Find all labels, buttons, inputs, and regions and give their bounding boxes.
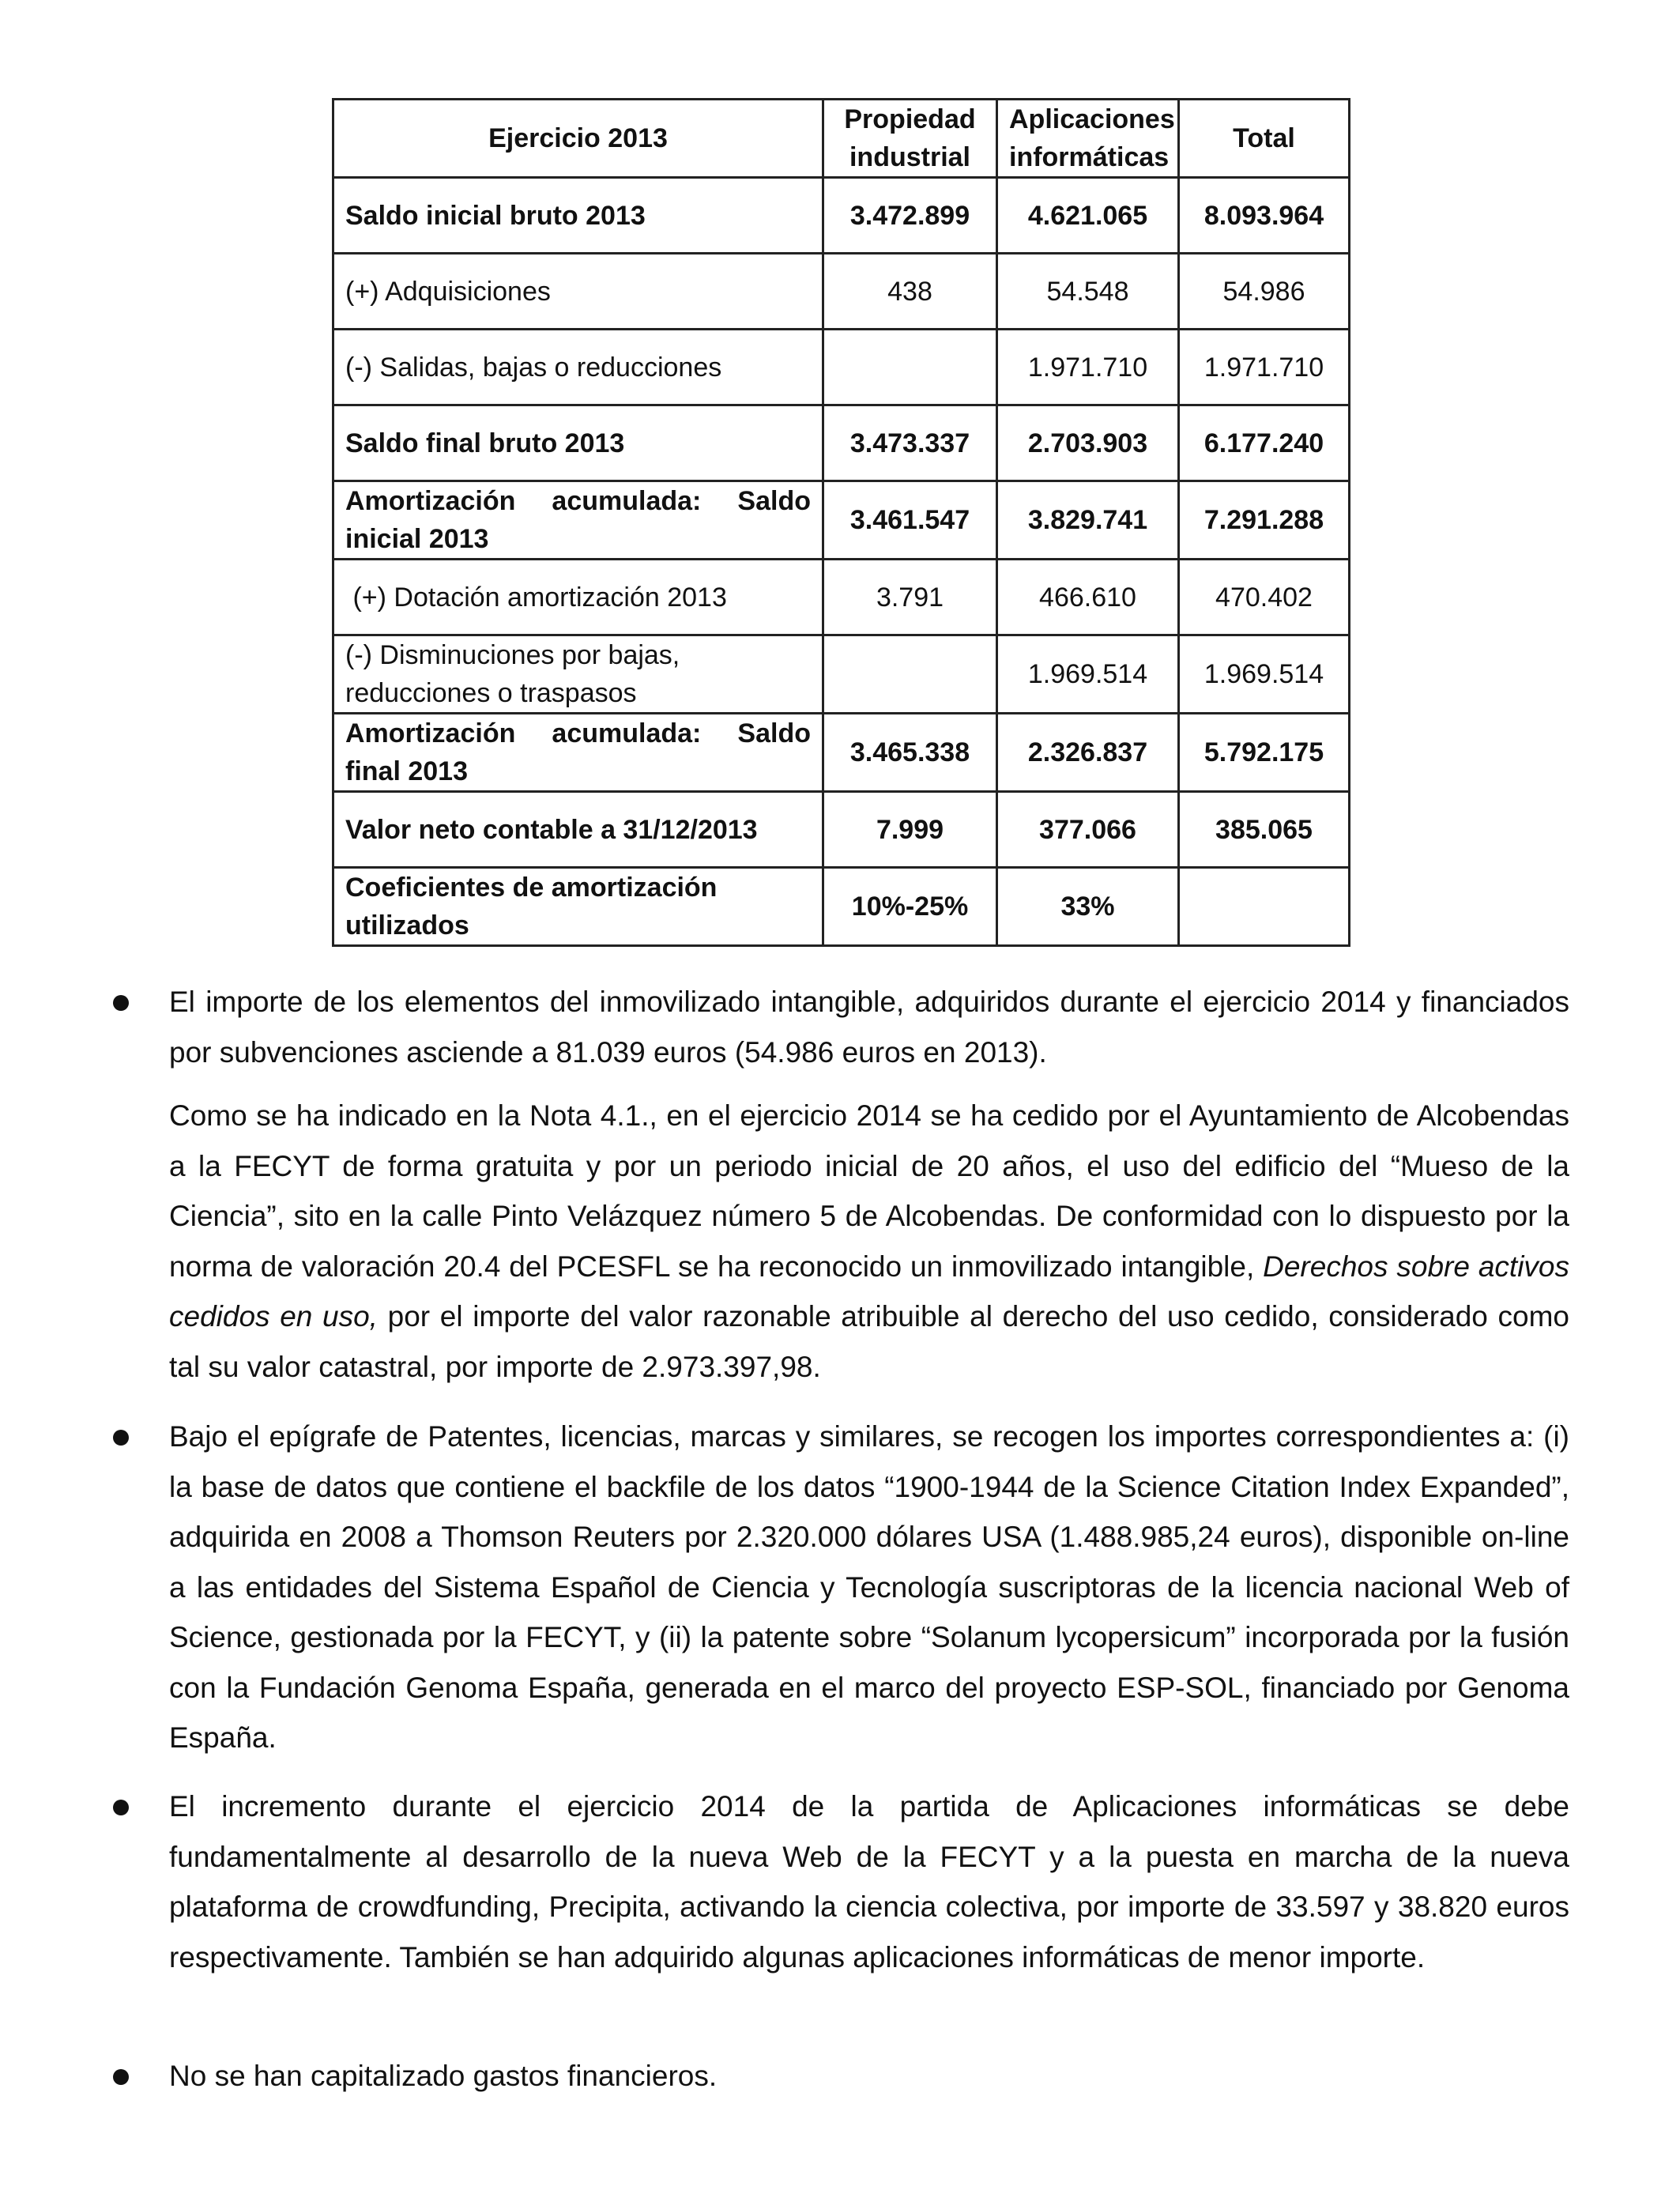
table-row	[333, 714, 1350, 792]
cell-aplicaciones: 3.829.741	[997, 481, 1179, 560]
cell-propiedad: 3.472.899	[823, 178, 997, 254]
header-propiedad-industrial	[823, 100, 997, 178]
cell-propiedad: 3.791	[823, 560, 997, 635]
cell-propiedad: 7.999	[823, 792, 997, 868]
row-label	[333, 635, 823, 714]
table-row	[333, 868, 1350, 946]
cell-total: 6.177.240	[1179, 405, 1350, 481]
paragraph-museo-text-b: por el importe del valor razonable atribuible al derecho del uso cedido, considerado como tal su valor catastral, por importe de 2.973.397,98.	[169, 1300, 1569, 1383]
paragraph-gastos-financieros: No se han capitalizado gastos financieros.	[169, 2060, 718, 2092]
cell-aplicaciones: 2.326.837	[997, 714, 1179, 792]
header-total: Total	[1179, 100, 1350, 178]
cell-total: 385.065	[1179, 792, 1350, 868]
row-label-line1: Amortización acumulada: Saldo	[345, 718, 811, 748]
table-row	[333, 254, 1350, 330]
paragraph-museo-text-a: Como se ha indicado en la Nota 4.1., en el ejercicio 2014 se ha cedido por el Ayuntamiento de Alcobendas a la FECYT de forma gratuita y por un periodo inicial de 20 años, el uso del edificio del “Mueso de la Ciencia”, sito en la calle Pinto Velázquez número 5 de Alcobendas. De conformidad con lo dispuesto por la norma de valoración 20.4 del PCESFL se ha reconocido un inmovilizado intangible,	[169, 1099, 1569, 1283]
row-label-line2: inicial 2013	[345, 524, 489, 554]
row-label	[333, 714, 823, 792]
row-label-line2: reducciones o traspasos	[345, 678, 637, 708]
cell-aplicaciones: 33%	[997, 868, 1179, 946]
bullet-icon	[113, 995, 129, 1011]
cell-total: 1.969.514	[1179, 635, 1350, 714]
cell-aplicaciones: 377.066	[997, 792, 1179, 868]
table-row	[333, 792, 1350, 868]
row-label: Saldo inicial bruto 2013	[333, 178, 823, 254]
header-ejercicio: Ejercicio 2013	[333, 100, 823, 178]
table-row	[333, 178, 1350, 254]
cell-total: 1.971.710	[1179, 330, 1350, 405]
row-label: (+) Dotación amortización 2013	[333, 560, 823, 635]
paragraph-patentes: Bajo el epígrafe de Patentes, licencias, marcas y similares, se recogen los importes correspondientes a: (i) la base de datos que contiene el backfile de los datos “1900-1944 de la Science Citation Index Expanded”, adquirida en 2008 a Thomson Reuters por 2.320.000 dólares USA (1.488.985,24 euros), disponible on-line a las entidades del Sistema Español de Ciencia y Tecnología suscriptoras de la licencia nacional Web of Science, gestionada por la FECYT, y (ii) la patente sobre “Solanum lycopersicum” incorporada por la fusión con la Fundación Genoma España, generada en el marco del proyecto ESP-SOL, financiado por Genoma España.	[169, 1420, 1569, 1754]
table-row	[333, 635, 1350, 714]
cell-aplicaciones: 1.971.710	[997, 330, 1179, 405]
cell-propiedad	[823, 635, 997, 714]
cell-propiedad: 10%-25%	[823, 868, 997, 946]
paragraph-museo-ciencia	[169, 1091, 1569, 1392]
cell-total: 5.792.175	[1179, 714, 1350, 792]
header-aplicaciones-line2: informáticas	[1009, 142, 1170, 172]
cell-aplicaciones: 2.703.903	[997, 405, 1179, 481]
row-label-line2: final 2013	[345, 756, 468, 786]
cell-propiedad: 3.465.338	[823, 714, 997, 792]
row-label: (-) Salidas, bajas o reducciones	[333, 330, 823, 405]
table-row	[333, 405, 1350, 481]
paragraph-subvenciones: El importe de los elementos del inmovilizado intangible, adquiridos durante el ejercicio 2014 y financiados por subvenciones asciende a 81.039 euros (54.986 euros en 2013).	[169, 986, 1569, 1069]
row-label-line2: utilizados	[345, 910, 469, 941]
cell-total	[1179, 868, 1350, 946]
intangible-assets-table	[332, 98, 1350, 947]
bullet-icon	[113, 1800, 129, 1815]
cell-aplicaciones: 466.610	[997, 560, 1179, 635]
row-label	[333, 481, 823, 560]
paragraph-museo-italic: Derechos sobre activos cedidos en uso,	[169, 1250, 1569, 1333]
bullet-icon	[113, 1430, 129, 1446]
cell-aplicaciones: 54.548	[997, 254, 1179, 330]
bullet-icon	[113, 2069, 129, 2085]
cell-total: 7.291.288	[1179, 481, 1350, 560]
row-label: Valor neto contable a 31/12/2013	[333, 792, 823, 868]
cell-aplicaciones: 1.969.514	[997, 635, 1179, 714]
cell-total: 470.402	[1179, 560, 1350, 635]
header-propiedad-line1: Propiedad	[844, 104, 976, 134]
cell-aplicaciones: 4.621.065	[997, 178, 1179, 254]
header-aplicaciones-line1: Aplicaciones	[1009, 104, 1175, 134]
row-label: Saldo final bruto 2013	[333, 405, 823, 481]
row-label-line1: Amortización acumulada: Saldo	[345, 486, 811, 516]
header-aplicaciones-informaticas	[997, 100, 1179, 178]
cell-propiedad: 3.473.337	[823, 405, 997, 481]
table-header-row	[333, 100, 1350, 178]
row-label-line1: Coeficientes de amortización	[345, 873, 718, 903]
table-row	[333, 330, 1350, 405]
header-propiedad-line2: industrial	[849, 142, 971, 172]
cell-propiedad: 438	[823, 254, 997, 330]
table-row	[333, 481, 1350, 560]
cell-propiedad: 3.461.547	[823, 481, 997, 560]
cell-total: 54.986	[1179, 254, 1350, 330]
row-label	[333, 868, 823, 946]
table-row	[333, 560, 1350, 635]
cell-propiedad	[823, 330, 997, 405]
row-label: (+) Adquisiciones	[333, 254, 823, 330]
paragraph-aplicaciones: El incremento durante el ejercicio 2014 de la partida de Aplicaciones informáticas se debe fundamentalmente al desarrollo de la nueva Web de la FECYT y a la puesta en marcha de la nueva plataforma de crowdfunding, Precipita, activando la ciencia colectiva, por importe de 33.597 y 38.820 euros respectivamente. También se han adquirido algunas aplicaciones informáticas de menor importe.	[169, 1790, 1569, 1973]
cell-total: 8.093.964	[1179, 178, 1350, 254]
row-label-line1: (-) Disminuciones por bajas,	[345, 640, 680, 670]
